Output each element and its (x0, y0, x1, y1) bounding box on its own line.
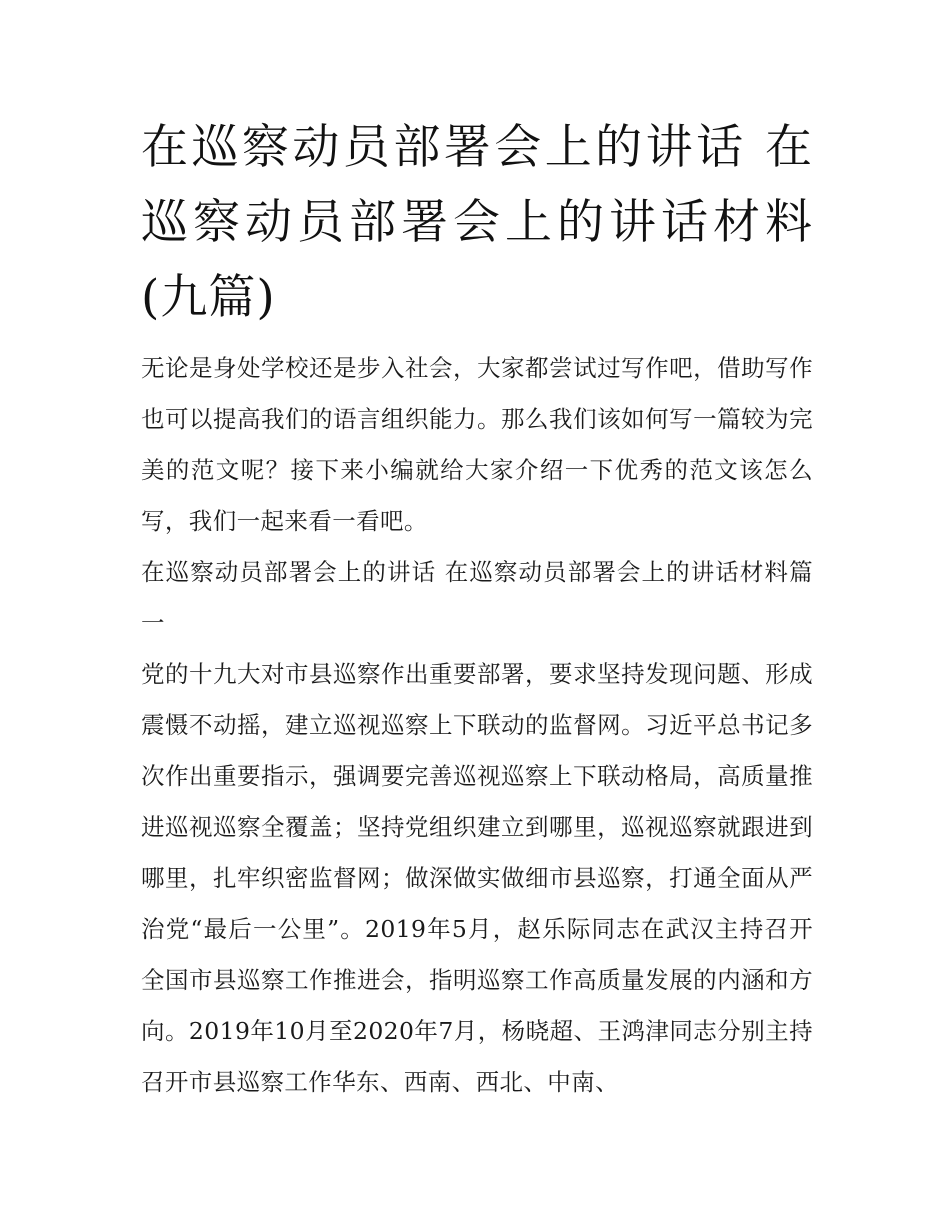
section-heading: 在巡察动员部署会上的讲话 在巡察动员部署会上的讲话材料篇一 (141, 558, 813, 637)
document-page (141, 110, 813, 1108)
document-title: 在巡察动员部署会上的讲话 在巡察动员部署会上的讲话材料(九篇) (141, 120, 813, 325)
intro-paragraph: 无论是身处学校还是步入社会，大家都尝试过写作吧，借助写作也可以提高我们的语言组织能力。那么我们该如何写一篇较为完美的范文呢？接下来小编就给大家介绍一下优秀的范文该怎么写，我们一起来看一看吧。 (141, 354, 813, 535)
body-paragraph: 党的十九大对市县巡察作出重要部署，要求坚持发现问题、形成震慑不动摇，建立巡视巡察上下联动的监督网。习近平总书记多次作出重要指示，强调要完善巡视巡察上下联动格局，高质量推进巡视巡察全覆盖；坚持党组织建立到哪里，巡视巡察就跟进到哪里，扎牢织密监督网；做深做实做细市县巡察，打通全面从严治党“最后一公里”。2019年5月，赵乐际同志在武汉主持召开全国市县巡察工作推进会，指明巡察工作高质量发展的内涵和方向。2019年10月至2020年7月，杨晓超、王鸿津同志分别主持召开市县巡察工作华东、西南、西北、中南、 (141, 660, 813, 1096)
